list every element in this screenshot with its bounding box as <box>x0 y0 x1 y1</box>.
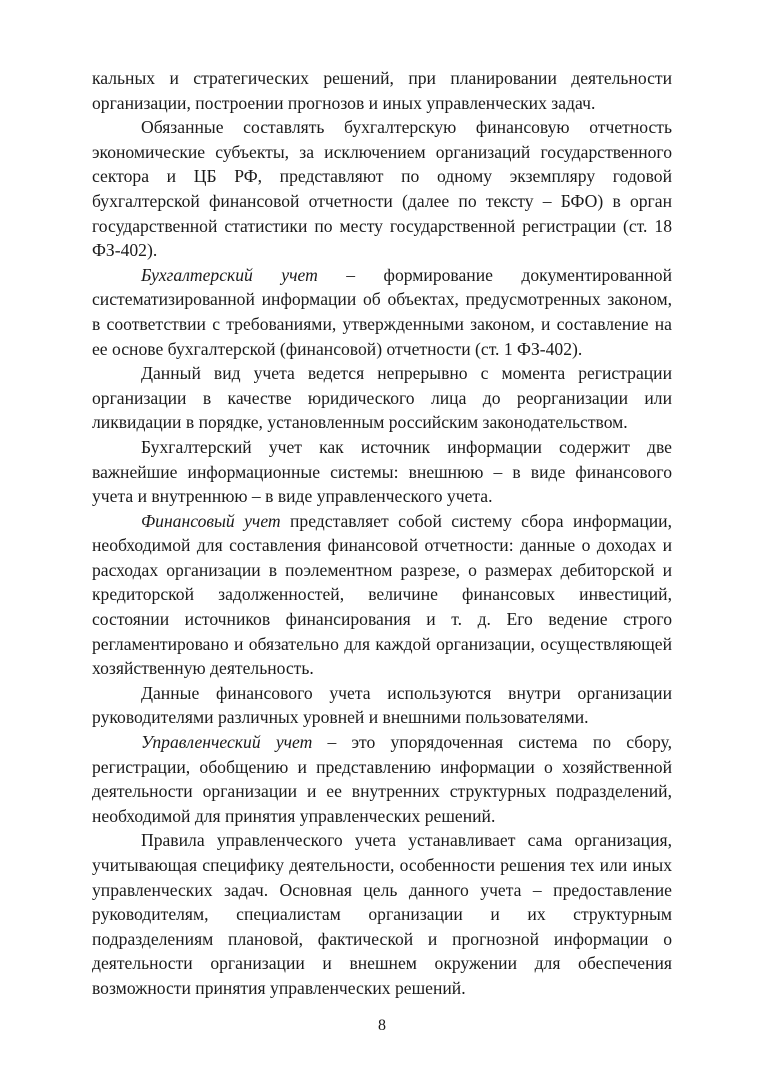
paragraph-continuation <box>92 66 672 115</box>
paragraph-text: Данный вид учета ведется непрерывно с момента регистрации организации в качестве юридического лица до реорганизации или ликвидации в порядке, установленным российским законодательством. <box>92 363 672 433</box>
paragraph-management-accounting <box>92 730 672 828</box>
paragraph-text: Бухгалтерский учет как источник информации содержит две важнейшие информационные системы: внешнюю – в виде финансового учета и внутреннюю – в виде управленческого учета. <box>92 436 672 507</box>
paragraph-text: Правила управленческого учета устанавливает сама организация, учитывающая специфику деятельности, особенности решения тех или иных управленческих задач. Основная цель данного учета – предоставление руководителям, специалистам организации и их структурным подразделениям плановой, фактической и прогнозной информации о деятельности организации и внешнем окружении для обеспечения возможности принятия управленческих решений. <box>92 830 672 998</box>
paragraph-continuity <box>92 361 672 435</box>
paragraph-text: – это упорядоченная система по сбору, регистрации, обобщению и представлению информации о хозяйственной деятельности организации и ее внутренних структурных подразделений, необходимой для принятия управленческих решений. <box>92 732 672 826</box>
defined-term: Бухгалтерский учет <box>141 264 318 285</box>
paragraph-text: Данные финансового учета используются внутри организации руководителями различных уровней и внешними пользователями. <box>92 682 672 728</box>
defined-term: Управленческий учет <box>141 732 313 753</box>
paragraph-reporting-obligation <box>92 115 672 263</box>
page-number: 8 <box>378 1017 386 1034</box>
body-text <box>92 66 672 1001</box>
paragraph-information-systems <box>92 435 672 509</box>
paragraph-text: – формирование документированной систематизированной информации об объектах, предусмотренных законом, в соответствии с требованиями, утвержденными законом, и составление на ее основе бухгалтерской (финансовой) отчетности (ст. 1 ФЗ-402). <box>92 264 673 359</box>
paragraph-management-rules <box>92 828 672 1000</box>
paragraph-financial-accounting <box>92 509 672 681</box>
paragraph-financial-users <box>92 681 672 730</box>
paragraph-text: представляет собой систему сбора информации, необходимой для составления финансовой отчетности: данные о доходах и расходах организации в поэлементном разрезе, о размерах дебиторской и кредиторской задолженностей, величине финансовых инвестиций, состоянии источников финансирования и т. д. Его ведение строго регламентировано и обязательно для каждой организации, осуществляющей хозяйственную деятельность. <box>92 510 672 679</box>
defined-term: Финансовый учет <box>141 510 281 531</box>
paragraph-accounting-definition <box>92 263 672 361</box>
paragraph-text: кальных и стратегических решений, при планировании деятельности организации, построении прогнозов и иных управленческих задач. <box>92 68 672 113</box>
paragraph-text: Обязанные составлять бухгалтерскую финансовую отчетность экономические субъекты, за исключением организаций государственного сектора и ЦБ РФ, представляют по одному экземпляру годовой бухгалтерской финансовой отчетности (далее по тексту – БФО) в орган государственной статистики по месту государственной регистрации (ст. 18 ФЗ-402). <box>92 117 672 261</box>
